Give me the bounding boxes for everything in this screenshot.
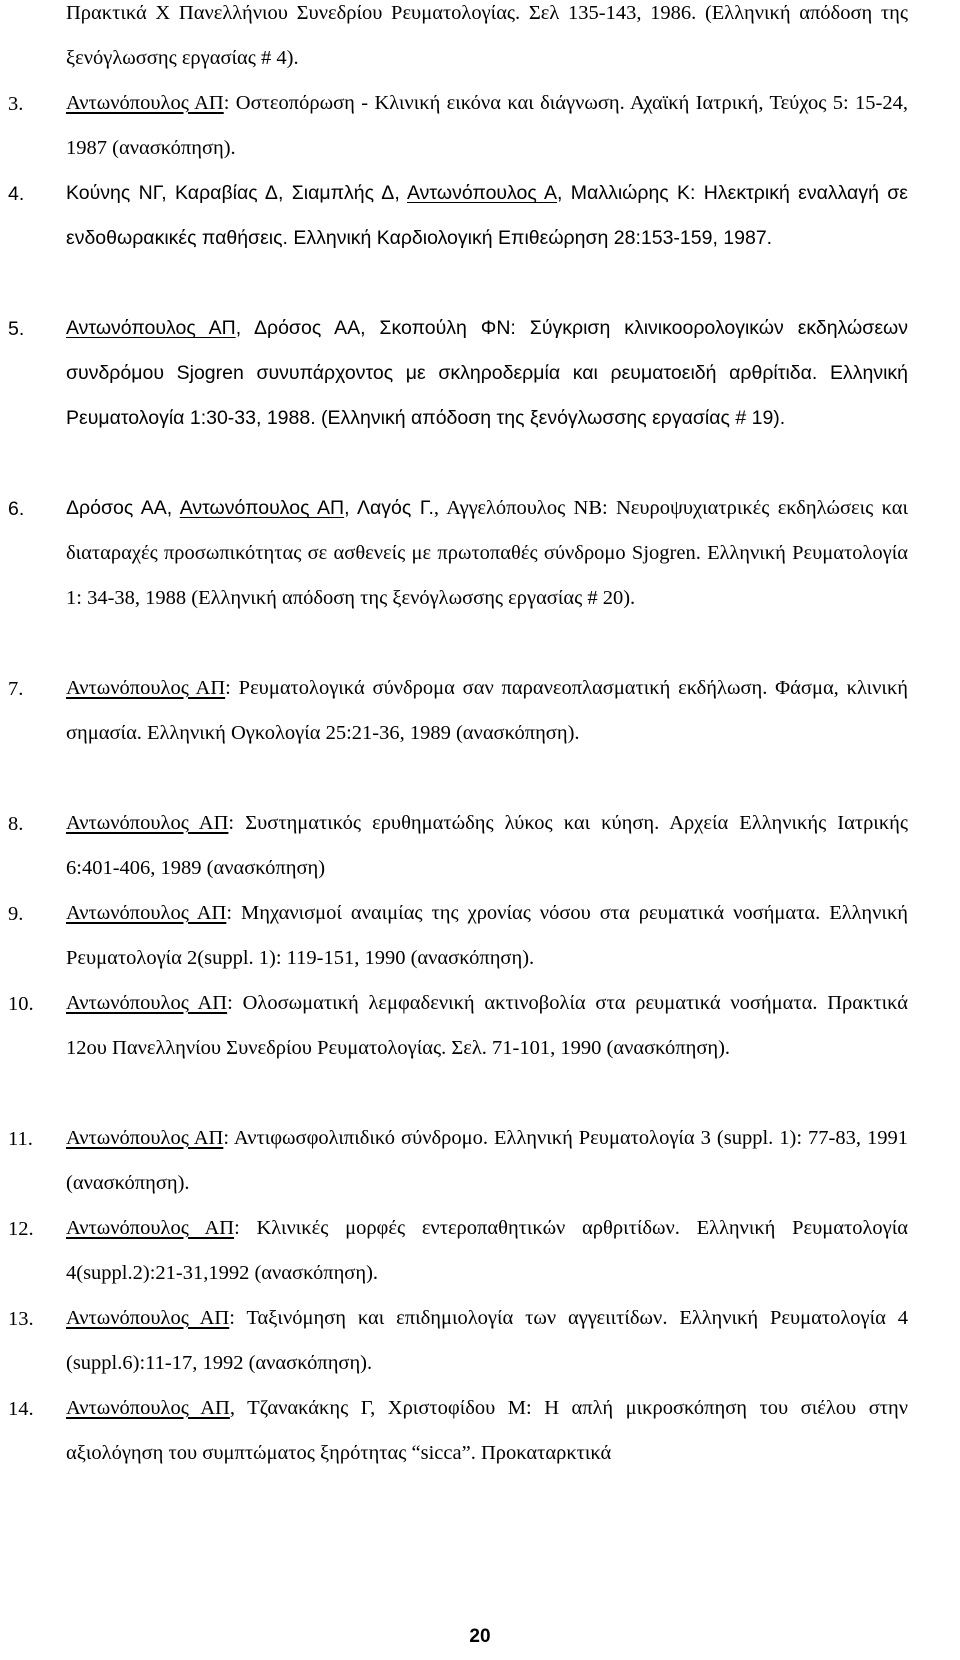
reference-text-segment: : Ολοσωματική λεμφαδενική ακτινοβολία στα ρευματικά νοσήματα. Πρακτικά 12ου Πανελληνίου Συνεδρίου Ρευματολογίας. Σελ. 71-101, 1990 (ανασκόπηση). <box>66 992 909 1059</box>
reference-number: 4. <box>8 183 25 205</box>
reference-text <box>66 1116 908 1206</box>
reference-text-segment: : Κλινικές μορφές εντεροπαθητικών αρθριτίδων. Ελληνική Ρευματολογία 4(suppl.2):21-31,1992 (ανασκόπηση). <box>66 1217 909 1284</box>
reference-text-segment: : Οστεοπόρωση - Κλινική εικόνα και διάγνωση. Αχαϊκή Ιατρική, Τεύχος 5: 15-24, 1987 (ανασκόπηση). <box>66 92 909 159</box>
reference-text-segment: : Αντιφωσφολιπιδικό σύνδρομο. Ελληνική Ρευματολογία 3 (suppl. 1): 77-83, 1991 (ανασκόπηση). <box>66 1127 909 1194</box>
reference-text <box>66 81 908 171</box>
reference-text-segment: Πρακτικά Χ Πανελλήνιου Συνεδρίου Ρευματολογίας. Σελ 135-143, 1986. (Ελληνική απόδοση της ξενόγλωσσης εργασίας # 4). <box>66 2 908 69</box>
reference-number: 6. <box>8 498 25 520</box>
reference-text <box>66 1206 908 1296</box>
reference-number: 8. <box>8 813 24 835</box>
author-name: Αντωνόπουλος ΑΠ <box>179 497 345 519</box>
reference-number: 13. <box>8 1308 34 1330</box>
author-name: Αντωνόπουλος ΑΠ <box>66 902 227 924</box>
reference-text-segment: , Αγγελόπουλος ΝΒ: Νευροψυχιατρικές εκδηλώσεις και διαταραχές προσωπικότητας σε ασθενείς με πρωτοπαθές σύνδρομο Sjogren. Ελληνική Ρευματολογία 1: 34-38, 1988 (Ελληνική απόδοση της ξενόγλωσσης εργασίας # 20). <box>66 497 908 609</box>
reference-text-segment: , Λαγός Γ. <box>344 497 434 519</box>
reference-text <box>66 666 908 756</box>
author-name: Αντωνόπουλος ΑΠ <box>66 812 229 834</box>
reference-number: 10. <box>8 993 34 1015</box>
reference-text-segment: , Μαλλιώρης Κ: Ηλεκτρική εναλλαγή σε ενδοθωρακικές παθήσεις. Ελληνική Καρδιολογική Επιθεώρηση 28:153-159, 1987. <box>66 182 908 249</box>
reference-text-segment: : Συστηματικός ερυθηματώδης λύκος και κύηση. Αρχεία Ελληνικής Ιατρικής 6:401-406, 1989 (ανασκόπηση) <box>66 812 908 879</box>
author-name: Αντωνόπουλος Α <box>407 182 558 204</box>
reference-number: 9. <box>8 903 24 925</box>
author-name: Αντωνόπουλος ΑΠ <box>66 1217 235 1239</box>
reference-number: 12. <box>8 1218 34 1240</box>
reference-text-segment: , Τζανακάκης Γ, Χριστοφίδου Μ: Η απλή μικροσκόπηση του σιέλου στην αξιολόγηση του συμπτώματος ξηρότητας “sicca”. Προκαταρκτικά <box>66 1397 908 1464</box>
author-name: Αντωνόπουλος ΑΠ <box>66 1127 224 1149</box>
reference-text <box>66 891 908 981</box>
reference-text <box>66 1296 908 1386</box>
reference-text <box>66 306 908 441</box>
reference-text-segment: : Ταξινόμηση και επιδημιολογία των αγγειιτίδων. Ελληνική Ρευματολογία 4 (suppl.6):11-17, 1992 (ανασκόπηση). <box>66 1307 908 1374</box>
reference-text <box>66 171 908 261</box>
reference-text-segment: : Ρευματολογικά σύνδρομα σαν παρανεοπλασματική εκδήλωση. Φάσμα, κλινική σημασία. Ελληνική Ογκολογία 25:21-36, 1989 (ανασκόπηση). <box>66 677 908 744</box>
page-number: 20 <box>469 1626 491 1647</box>
reference-text-segment: Κούνης ΝΓ, Καραβίας Δ, Σιαμπλής Δ, <box>66 182 408 204</box>
reference-text <box>66 801 908 891</box>
reference-text-segment: : Μηχανισμοί αναιμίας της χρονίας νόσου στα ρευματικά νοσήματα. Ελληνική Ρευματολογία 2(suppl. 1): 119-151, 1990 (ανασκόπηση). <box>66 902 908 969</box>
author-name: Αντωνόπουλος ΑΠ <box>66 1307 230 1329</box>
author-name: Αντωνόπουλος ΑΠ <box>66 677 226 699</box>
author-name: Αντωνόπουλος ΑΠ <box>66 317 236 339</box>
author-name: Αντωνόπουλος ΑΠ <box>66 92 224 114</box>
reference-number: 3. <box>8 93 24 115</box>
reference-text <box>66 0 908 81</box>
reference-number: 11. <box>8 1128 33 1150</box>
reference-number: 7. <box>8 678 24 700</box>
reference-text <box>66 1386 908 1476</box>
reference-text-segment: , Δρόσος ΑΑ, Σκοπούλη ΦΝ: Σύγκριση κλινικοορολογικών εκδηλώσεων συνδρόμου Sjogren συνυπάρχοντος με σκληροδερμία και ρευματοειδή αρθρίτιδα. Ελληνική Ρευματολογία 1:30-33, 1988. (Ελληνική απόδοση της ξενόγλωσσης εργασίας # 19). <box>66 317 908 429</box>
author-name: Αντωνόπουλος ΑΠ <box>66 992 228 1014</box>
author-name: Αντωνόπουλος ΑΠ <box>66 1397 230 1419</box>
reference-text <box>66 486 908 621</box>
reference-text <box>66 981 908 1071</box>
reference-text-segment: Δρόσος ΑΑ, <box>66 497 180 519</box>
reference-number: 5. <box>8 318 25 340</box>
reference-number: 14. <box>8 1398 34 1420</box>
